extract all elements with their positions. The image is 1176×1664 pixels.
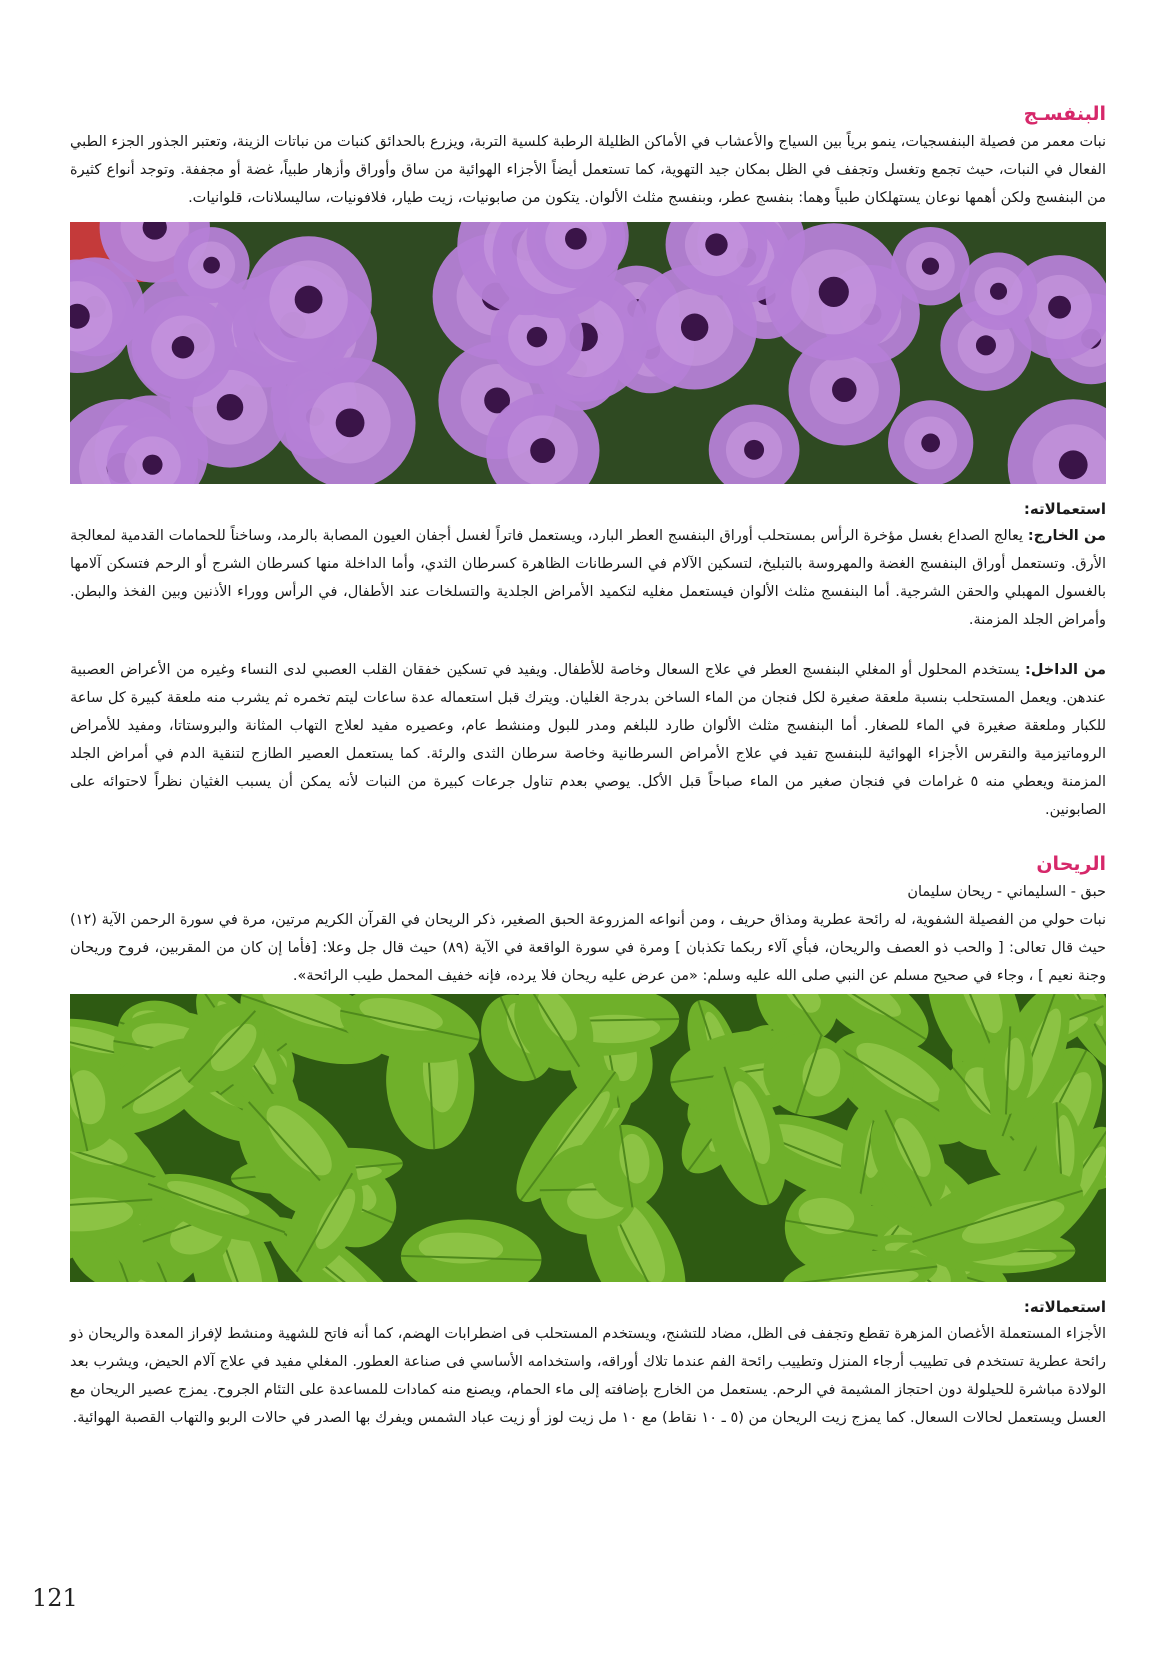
flower bbox=[245, 236, 372, 363]
flower bbox=[891, 227, 969, 305]
page-content bbox=[70, 100, 1106, 1432]
violet-title: البنفسـج bbox=[1023, 103, 1106, 125]
flower bbox=[765, 223, 902, 360]
basil-image bbox=[70, 994, 1106, 1282]
basil-uses-text: الأجزاء المستعملة الأغصان المزهرة تقطع وتجفف فى الظل، مضاد للتشنج، ويستخدم المستحلب فى اضطرابات الهضم، كما أنه فاتح للشهية ومنشط لإفراز المعدة والريحان ذو رائحة عطرية تستخدم فى تطييب أرجاء المنزل وتطييب رائحة الفم عندما تلاك أوراقه، واستخدامه الأساسي فى صناعة العطور. المغلي مفيد في علاج آلام الحيض، ويشرب بعد الولادة مباشرة للحيلولة دون احتجاز المشيمة في الرحم. يستعمل من الخارج بإضافته إلى ماء الحمام، ويصنع منه كمادات للمساعدة على التئام الجروح. يمزج عصير الريحان مع العسل ويستعمل لحالات السعال. كما يمزج زيت الريحان من (٥ ـ ١٠ نقاط) مع ١٠ مل زيت لوز أو زيت عباد الشمس ويفرك بها الصدر في حالات الربو والتهاب القصبة الهوائية. bbox=[70, 1326, 1106, 1426]
flower bbox=[132, 296, 235, 399]
internal-label: من الداخل: bbox=[1025, 662, 1106, 678]
violet-image bbox=[70, 222, 1106, 484]
flower bbox=[888, 400, 973, 484]
violet-intro: نبات معمر من فصيلة البنفسجيات، ينمو برياً بين السياج والأعشاب في الأماكن الظليلة الرطبة كلسية التربة، ويزرع بالحدائق كنبات من نباتات الزينة، وتعتبر الجذور الجزء الطبي الفعال في النبات، حيث تجمع وتغسل وتجفف في الظل بمكان جيد التهوية، كما تستعمل أيضاً الأجزاء الهوائية من ساق وأوراق وأزهار طبياً، غضة أو مجففة. وتوجد أنواع كثيرة من البنفسج ولكن أهمها نوعان يستهلكان طبياً وهما: بنفسج عطر، وبنفسج مثلث الألوان. يتكون من صابونيات، زيت طيار، فلافونيات، ساليسلانات، قلوانيات. bbox=[70, 134, 1106, 206]
petunia-flowers-image bbox=[70, 222, 1106, 484]
internal-text: يستخدم المحلول أو المغلي البنفسج العطر في علاج السعال وخاصة للأطفال. ويفيد في تسكين خفقان القلب العصبي لدى النساء وغيره من الأعراض العصبية عندهن. ويعمل المستحلب بنسبة ملعقة صغيرة لكل فنجان من الماء الساخن بدرجة الغليان. ويترك قبل استعماله عدة ساعات ليتم تخمره ثم يشرب منه ملعقة كبيرة كل ساعة للكبار وملعقة صغيرة في الماء للصغار. أما البنفسج مثلث الألوان طارد للبلغم ومدر للبول ومنشط عام، وعصيره مفيد لعلاج التهاب المثانة والبروستاتا، ومفيد للأمراض الروماتيزمية والنقرس الأجزاء الهوائية للبنفسج تفيد في علاج الأمراض السرطانية وخاصة سرطان الثدى والرئة. كما يستعمل العصير الطازج لتنقية الدم في أمراض الجلد المزمنة ويعطي منه ٥ غرامات في فنجان صغير من الماء صباحاً قبل الأكل. يوصي بعدم تناول جرعات كبيرة من النبات لأنه يمكن أن يسبب الغثيان نظراً لاحتوائه على الصابونين. bbox=[70, 662, 1106, 818]
flower bbox=[174, 227, 250, 303]
basil-title: الريحان bbox=[1036, 853, 1106, 875]
external-label: من الخارج: bbox=[1027, 528, 1106, 544]
external-text: يعالج الصداع بغسل مؤخرة الرأس بمستحلب أوراق البنفسج العطر البارد، ويستعمل فاتراً لغسل أجفان العيون المصابة بالرمد، وساخناً للحمامات القدمية لمعالجة الأرق. وتستعمل أوراق البنفسج الغضة والمهروسة بالتبليخ، لتسكين الآلام في السرطانات الظاهرة كسرطان الثدي، وأما الداخلة منها كسرطان الشرج أو الرحم فتسكن آلامها بالغسول المهبلي والحقن الشرجية. أما البنفسج مثلث الألوان فيستعمل مغليه لتكميد الأمراض الجلدية والتسلخات عند الأطفال، في الرأس ووراء الأذنين وبين الفخذ والبطن. وأمراض الجلد المزمنة. bbox=[70, 528, 1106, 628]
basil-names: حبق - السليماني - ريحان سليمان bbox=[907, 884, 1106, 900]
violet-uses-title: استعمالاته: bbox=[1023, 500, 1106, 518]
basil-intro: نبات حولي من الفصيلة الشفوية، له رائحة عطرية ومذاق حريف ، ومن أنواعه المزروعة الحبق الصغير، ذكر الريحان في القرآن الكريم مرتين، مرة في سورة الرحمن الآية (١٢) حيث قال تعالى: [ والحب ذو العصف والريحان، فبأي آلاء ربكما تكذبان ] ومرة في سورة الواقعة في الآية (٨٩) حيث قال جل وعلا: [فأما إن كان من المقربين، فروح وريحان وجنة نعيم ] ، وجاء في صحيح مسلم عن النبي صلى الله عليه وسلم: «من عرض عليه ريحان فلا يرده، فإنه خفيف المحمل طيب الرائحة». bbox=[70, 912, 1106, 984]
violet-external-uses bbox=[70, 522, 1106, 634]
basil-leaves-image bbox=[70, 994, 1106, 1282]
violet-internal-uses bbox=[70, 656, 1106, 824]
basil-uses-title: استعمالاته: bbox=[1023, 1298, 1106, 1316]
flower bbox=[960, 253, 1038, 331]
page-number: 121 bbox=[32, 1584, 78, 1612]
